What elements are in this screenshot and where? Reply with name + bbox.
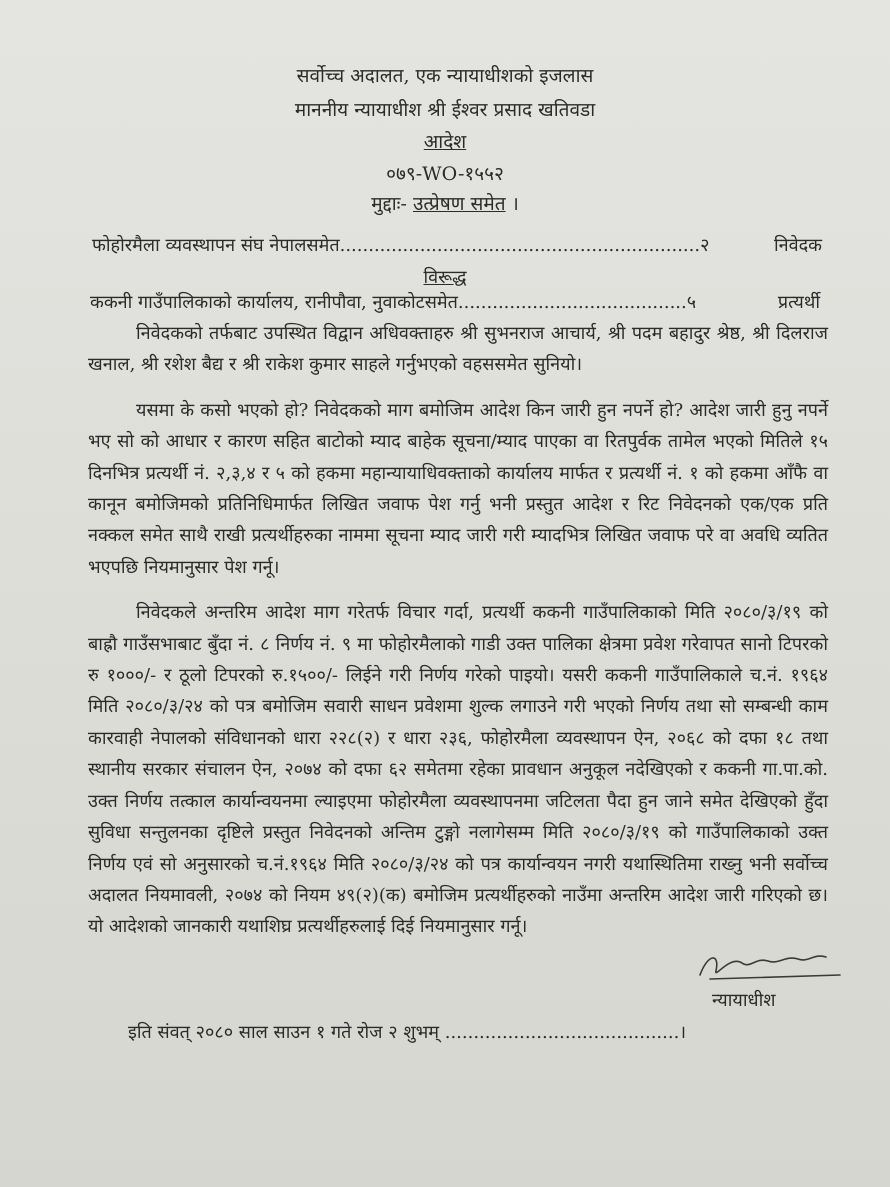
judge-signature-title: न्यायाधीश (712, 990, 776, 1011)
judge-heading: माननीय न्यायाधीश श्री ईश्वर प्रसाद खतिवडा (294, 99, 596, 121)
versus-label: विरूद्ध (423, 267, 467, 288)
petitioner-line (92, 233, 822, 257)
order-body (88, 318, 828, 943)
petitioner-name: फोहोरमैला व्यवस्थापन संघ नेपालसमेत...............................................................२ (92, 235, 710, 256)
subject-line (0, 190, 890, 216)
paragraph-hearing: निवेदकको तर्फबाट उपस्थित विद्वान अधिवक्ताहरु श्री सुभनराज आचार्य, श्री पदम बहादुर श्रेष्ठ, श्री दिलराज खनाल, श्री रशेश बैद्य र श्री राकेश कुमार साहले गर्नुभएको वहससमेत सुनियो। (88, 323, 828, 376)
respondent-line (90, 290, 820, 314)
subject-label: मुद्दाः- (371, 193, 407, 215)
order-heading: आदेश (423, 131, 467, 153)
respondent-name: ककनी गाउँपालिकाको कार्यालय, रानीपौवा, नुवाकोटसमेत........................................५ (90, 292, 697, 313)
signature-icon (690, 945, 850, 987)
court-heading: सर्वोच्च अदालत, एक न्यायाधीशको इजलास (296, 65, 594, 87)
subject-value: उत्प्रेषण समेत (413, 193, 506, 215)
closing-date-line: इति संवत् २०८० साल साउन १ गते रोज २ शुभम् .........................................। (128, 1022, 687, 1043)
paragraph-show-cause: यसमा के कसो भएको हो? निवेदकको माग बमोजिम आदेश किन जारी हुन नपर्ने हो? आदेश जारी हुनु नपर्ने भए सो को आधार र कारण सहित बाटोको म्याद बाहेक सूचना/म्याद पाएका वा रितपुर्वक तामेल भएको मितिले १५ दिनभित्र प्रत्यर्थी नं. २,३,४ र ५ को हकमा महान्यायाधिवक्ताको कार्यालय मार्फत र प्रत्यर्थी नं. १ को हकमा आँफै वा कानून बमोजिमको प्रतिनिधिमार्फत लिखित जवाफ पेश गर्नु भनी प्रस्तुत आदेश र रिट निवेदनको एक/एक प्रति नक्कल समेत साथै राखी प्रत्यर्थीहरुका नाममा सूचना म्याद जारी गरी म्यादभित्र लिखित जवाफ परे वा अवधि व्यतित भएपछि नियमानुसार पेश गर्नू। (88, 399, 828, 578)
case-number: ०७९-WO-१५५२ (386, 163, 504, 185)
respondent-role: प्रत्यर्थी (777, 292, 820, 313)
subject-end: । (511, 193, 519, 215)
petitioner-role: निवेदक (773, 235, 822, 256)
paragraph-interim-order: निवेदकले अन्तरिम आदेश माग गरेतर्फ विचार गर्दा, प्रत्यर्थी ककनी गाउँपालिकाको मिति २०८०/३/१९ को बाह्रौ गाउँसभाबाट बुँदा नं. ८ निर्णय नं. ९ मा फोहोरमैलाको गाडी उक्त पालिका क्षेत्रमा प्रवेश गरेवापत सानो टिपरको रु १०००/- र ठूलो टिपरको रु.१५००/- लिईने गरी निर्णय गरेको पाइयो। यसरी ककनी गाउँपालिकाले च.नं. १९६४ मिति २०८०/३/२४ को पत्र बमोजिम सवारी साधन प्रवेशमा शुल्क लगाउने गरी भएको निर्णय तथा सो सम्बन्धी काम कारवाही नेपालको संविधानको धारा २२८(२) र धारा २३६, फोहोरमैला व्यवस्थापन ऐन, २०६८ को दफा १८ तथा स्थानीय सरकार संचालन ऐन, २०७४ को दफा ६२ समेतमा रहेका प्रावधान अनुकूल नदेखिएको र ककनी गा.पा.को. उक्त निर्णय तत्काल कार्यान्वयनमा ल्याइएमा फोहोरमैला व्यवस्थापनमा जटिलता पैदा हुन जाने समेत देखिएको हुँदा सुविधा सन्तुलनका दृष्टिले प्रस्तुत निवेदनको अन्तिम टुङ्गो नलागेसम्म मिति २०८०/३/१९ को गाउँपालिकाको उक्त निर्णय एवं सो अनुसारको च.नं.१९६४ मिति २०८०/३/२४ को पत्र कार्यान्वयन नगरी यथास्थितिमा राख्नु भनी सर्वोच्च अदालत नियमावली, २०७४ को नियम ४९(२)(क) बमोजिम प्रत्यर्थीहरुको नाउँमा अन्तरिम आदेश जारी गरिएको छ। यो आदेशको जानकारी यथाशिघ्र प्रत्यर्थीहरुलाई दिई नियमानुसार गर्नू। (88, 602, 828, 938)
